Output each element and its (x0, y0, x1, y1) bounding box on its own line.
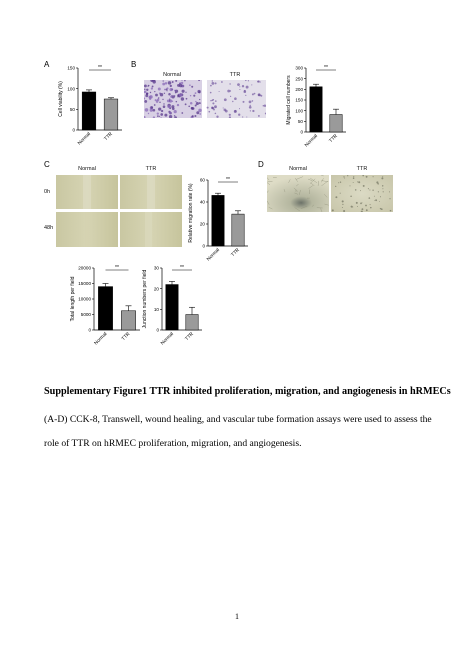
y-tick-label: 15000 (78, 281, 91, 287)
transwell-micrographs (144, 80, 266, 118)
figure-caption-line-2: role of TTR on hRMEC proliferation, migration, and angiogenesis. (44, 438, 302, 449)
bar-ttr (232, 214, 244, 246)
tube-normal-image (267, 175, 329, 212)
y-axis-label: Migrated cell numbers (286, 75, 292, 125)
y-tick-label: 0 (88, 327, 91, 333)
bar-ttr (186, 315, 198, 331)
y-tick-label: 20 (153, 286, 159, 292)
page-number: 1 (235, 612, 239, 621)
figure-caption-line-1: (A-D) CCK-8, Transwell, wound healing, and vascular tube formation assays were used to assess the (44, 414, 432, 425)
bar-ttr (104, 99, 118, 130)
x-tick-label: Normal (160, 331, 175, 347)
panel-label-b: B (131, 60, 137, 69)
chart-junction-numbers (140, 260, 220, 356)
y-tick-label: 50 (297, 119, 303, 125)
y-tick-label: 10000 (78, 296, 91, 302)
x-tick-label: Normal (93, 331, 109, 347)
b-normal-label: Normal (163, 72, 181, 78)
y-tick-label: 100 (67, 86, 75, 92)
significance-label: ** (226, 177, 230, 183)
bar-normal (82, 92, 96, 130)
c-row-48h: 48h (44, 225, 54, 231)
y-tick-label: 250 (295, 76, 303, 82)
chart-c-migration-rate (180, 172, 260, 268)
chart-b-migrated-cells (280, 62, 360, 154)
y-tick-label: 40 (199, 199, 205, 205)
y-tick-label: 20000 (78, 265, 91, 271)
x-tick-label: Normal (206, 247, 221, 263)
y-tick-label: 20 (199, 221, 205, 227)
y-tick-label: 5000 (80, 312, 91, 318)
chart-a-cell-viability (54, 60, 137, 152)
y-tick-label: 30 (153, 265, 159, 271)
x-tick-label: Normal (304, 133, 319, 149)
bar-normal (98, 287, 112, 330)
x-tick-label: TTR (328, 133, 339, 145)
panel-label-a: A (44, 60, 50, 69)
y-tick-label: 10 (153, 307, 159, 313)
figure-caption-title: Supplementary Figure1 TTR inhibited proliferation, migration, and angiogenesis in hRMECs (44, 386, 451, 397)
x-tick-label: TTR (230, 247, 241, 259)
significance-label: ** (324, 65, 328, 71)
significance-label: ** (115, 265, 119, 271)
y-tick-label: 150 (67, 65, 75, 71)
y-tick-label: 300 (295, 65, 303, 71)
y-tick-label: 60 (199, 177, 205, 183)
y-tick-label: 150 (295, 97, 303, 103)
y-tick-label: 50 (69, 107, 75, 113)
x-tick-label: TTR (184, 331, 195, 343)
x-tick-label: TTR (121, 331, 132, 343)
y-axis-label: Total length per field (70, 276, 76, 322)
d-normal-label: Normal (289, 166, 307, 172)
bar-normal (166, 285, 178, 330)
panel-label-c: C (44, 160, 50, 169)
y-tick-label: 0 (72, 127, 75, 133)
bar-ttr (121, 311, 135, 330)
bar-ttr (330, 115, 342, 132)
chart-total-length (58, 260, 148, 356)
bar-normal (310, 87, 322, 132)
significance-label: ** (180, 265, 184, 271)
c-row-0h: 0h (44, 189, 51, 195)
b-ttr-label: TTR (229, 72, 241, 78)
y-tick-label: 100 (295, 108, 303, 114)
y-axis-label: Cell viability (%) (58, 81, 64, 117)
x-tick-label: Normal (77, 131, 92, 147)
significance-label: ** (98, 65, 102, 71)
y-tick-label: 0 (300, 129, 303, 135)
y-tick-label: 0 (202, 243, 205, 249)
c-ttr-label: TTR (145, 166, 157, 172)
y-tick-label: 200 (295, 87, 303, 93)
tube-formation-micrographs (267, 175, 393, 212)
x-tick-label: TTR (103, 131, 114, 143)
bar-normal (212, 195, 224, 246)
panel-label-d: D (258, 160, 264, 169)
y-axis-label: Relative migration rate (%) (188, 183, 194, 243)
c-normal-label: Normal (78, 166, 96, 172)
wound-healing-micrographs (56, 175, 182, 247)
y-axis-label: Junction numbers per field (142, 269, 148, 329)
d-ttr-label: TTR (356, 166, 368, 172)
y-tick-label: 0 (156, 327, 159, 333)
